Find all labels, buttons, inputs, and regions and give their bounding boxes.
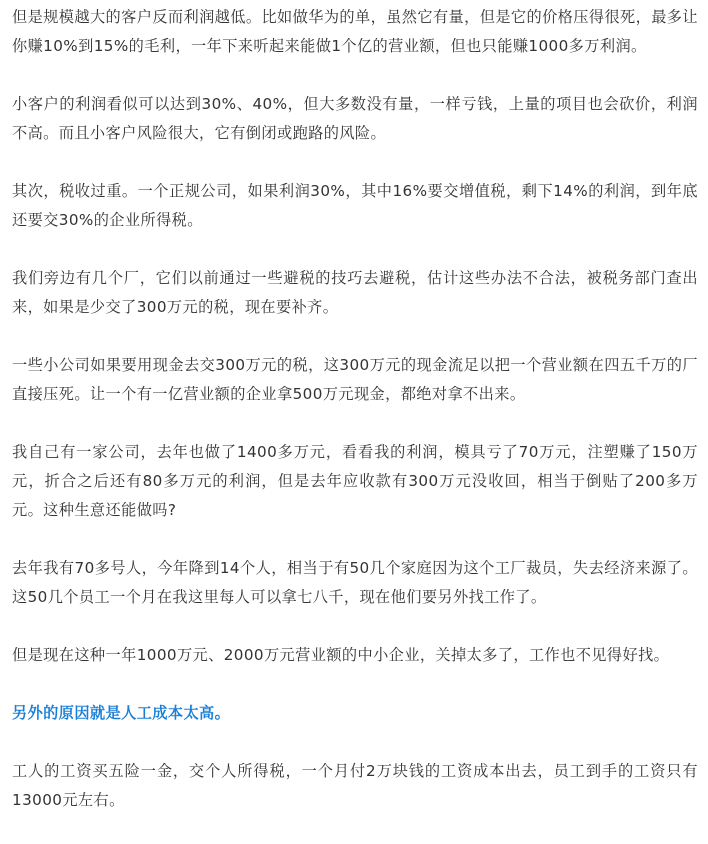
paragraph-tax-avoidance: 我们旁边有几个厂，它们以前通过一些避税的技巧去避税，估计这些办法不合法，被税务部门查出来，如果是少交了300万元的税，现在要补齐。 [12, 269, 698, 316]
article-body [12, 3, 698, 844]
paragraph-cash-flow: 一些小公司如果要用现金去交300万元的税，这300万元的现金流足以把一个营业额在四五千万的厂直接压死。让一个有一亿营业额的企业拿500万元现金，都绝对拿不出来。 [12, 356, 698, 403]
paragraph-own-company: 我自己有一家公司，去年也做了1400多万元，看看我的利润，模具亏了70万元，注塑赚了150万元，折合之后还有80多万元的利润，但是去年应收款有300万元没收回，相当于倒贴了200多万元。这种生意还能做吗? [12, 443, 698, 519]
paragraph-tax-burden: 其次，税收过重。一个正规公司，如果利润30%，其中16%要交增值税，剩下14%的利润，到年底还要交30%的企业所得税。 [12, 182, 698, 229]
paragraph-smes-closing: 但是现在这种一年1000万元、2000万元营业额的中小企业，关掉太多了，工作也不见得好找。 [12, 646, 670, 664]
paragraph-layoffs: 去年我有70多号人，今年降到14个人，相当于有50几个家庭因为这个工厂裁员，失去经济来源了。这50几个员工一个月在我这里每人可以拿七八千，现在他们要另外找工作了。 [12, 559, 698, 606]
paragraph-labor-cost-heading: 另外的原因就是人工成本太高。 [12, 704, 231, 722]
paragraph-wage-cost: 工人的工资买五险一金，交个人所得税，一个月付2万块钱的工资成本出去，员工到手的工资只有13000元左右。 [12, 762, 698, 809]
paragraph-small-clients: 小客户的利润看似可以达到30%、40%，但大多数没有量，一样亏钱，上量的项目也会砍价，利润不高。而且小客户风险很大，它有倒闭或跑路的风险。 [12, 95, 698, 142]
paragraph-client-scale: 但是规模越大的客户反而利润越低。比如做华为的单，虽然它有量，但是它的价格压得很死，最多让你赚10%到15%的毛利，一年下来听起来能做1个亿的营业额，但也只能赚1000多万利润。 [12, 8, 698, 55]
